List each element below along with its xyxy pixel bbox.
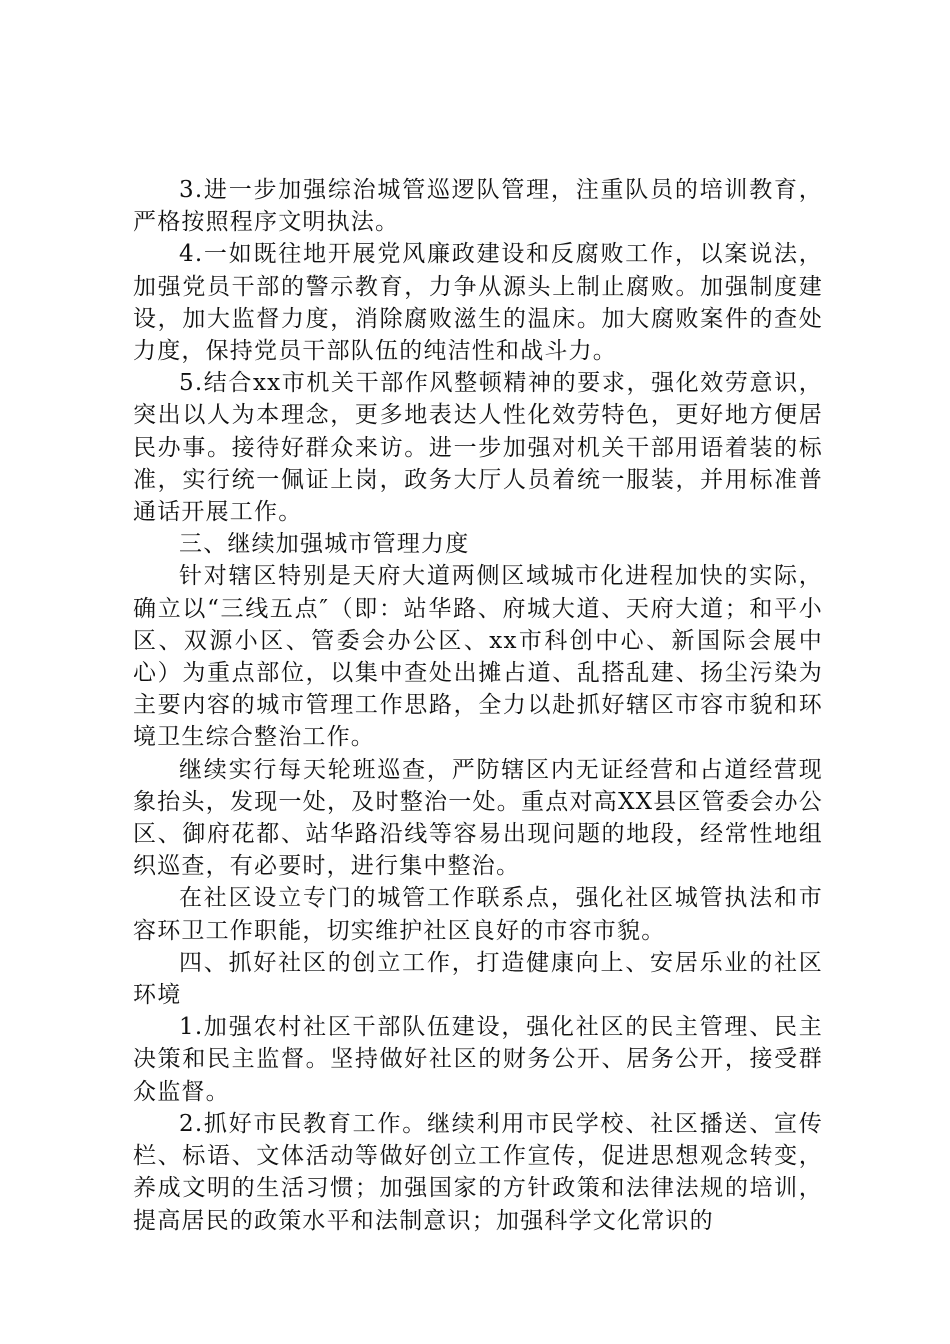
paragraph-city-management: 针对辖区特别是天府大道两侧区域城市化进程加快的实际，确立以“三线五点″（即：站华路、府城大道、天府大道；和平小区、双源小区、管委会办公区、xx市科创中心、新国际会展中心）为重点部位，以集中查处出摊占道、乱搭乱建、扬尘污染为主要内容的城市管理工作思路，全力以赴抓好辖区市容市貌和环境卫生综合整治工作。	[133, 563, 823, 751]
section-heading-4: 四、抓好社区的创立工作，打造健康向上、安居乐业的社区环境	[133, 949, 823, 1009]
paragraph-item-3: 3.进一步加强综治城管巡逻队管理，注重队员的培训教育，严格按照程序文明执法。	[133, 177, 823, 236]
paragraph-patrol: 继续实行每天轮班巡查，严防辖区内无证经营和占道经营现象抬头，发现一处，及时整治一处。重点对高XX县区管委会办公区、御府花都、站华路沿线等容易出现问题的地段，经常性地组织巡查，有必要时，进行集中整治。	[133, 756, 823, 880]
paragraph-item-4: 4.一如既往地开展党风廉政建设和反腐败工作，以案说法，加强党员干部的警示教育，力争从源头上制止腐败。加强制度建设，加大监督力度，消除腐败滋生的温床。加大腐败案件的查处力度，保持党员干部队伍的纯洁性和战斗力。	[133, 241, 823, 365]
paragraph-community-item-1: 1.加强农村社区干部队伍建设，强化社区的民主管理、民主决策和民主监督。坚持做好社区的财务公开、居务公开，接受群众监督。	[133, 1014, 823, 1105]
section-heading-3: 三、继续加强城市管理力度	[179, 531, 470, 558]
document-body	[133, 174, 823, 1237]
paragraph-item-5: 5.结合xx市机关干部作风整顿精神的要求，强化效劳意识，突出以人为本理念，更多地表达人性化效劳特色，更好地方便居民办事。接待好群众来访。进一步加强对机关干部用语着装的标准，实行统一佩证上岗，政务大厅人员着统一服装，并用标准普通话开展工作。	[133, 370, 823, 526]
paragraph-community-item-2: 2.抓好市民教育工作。继续利用市民学校、社区播送、宣传栏、标语、文体活动等做好创立工作宣传，促进思想观念转变，养成文明的生活习惯；加强国家的方针政策和法律法规的培训，提高居民的政策水平和法制意识；加强科学文化常识的	[133, 1110, 823, 1234]
paragraph-contact-point: 在社区设立专门的城管工作联系点，强化社区城管执法和市容环卫工作职能，切实维护社区良好的市容市貌。	[133, 885, 823, 944]
